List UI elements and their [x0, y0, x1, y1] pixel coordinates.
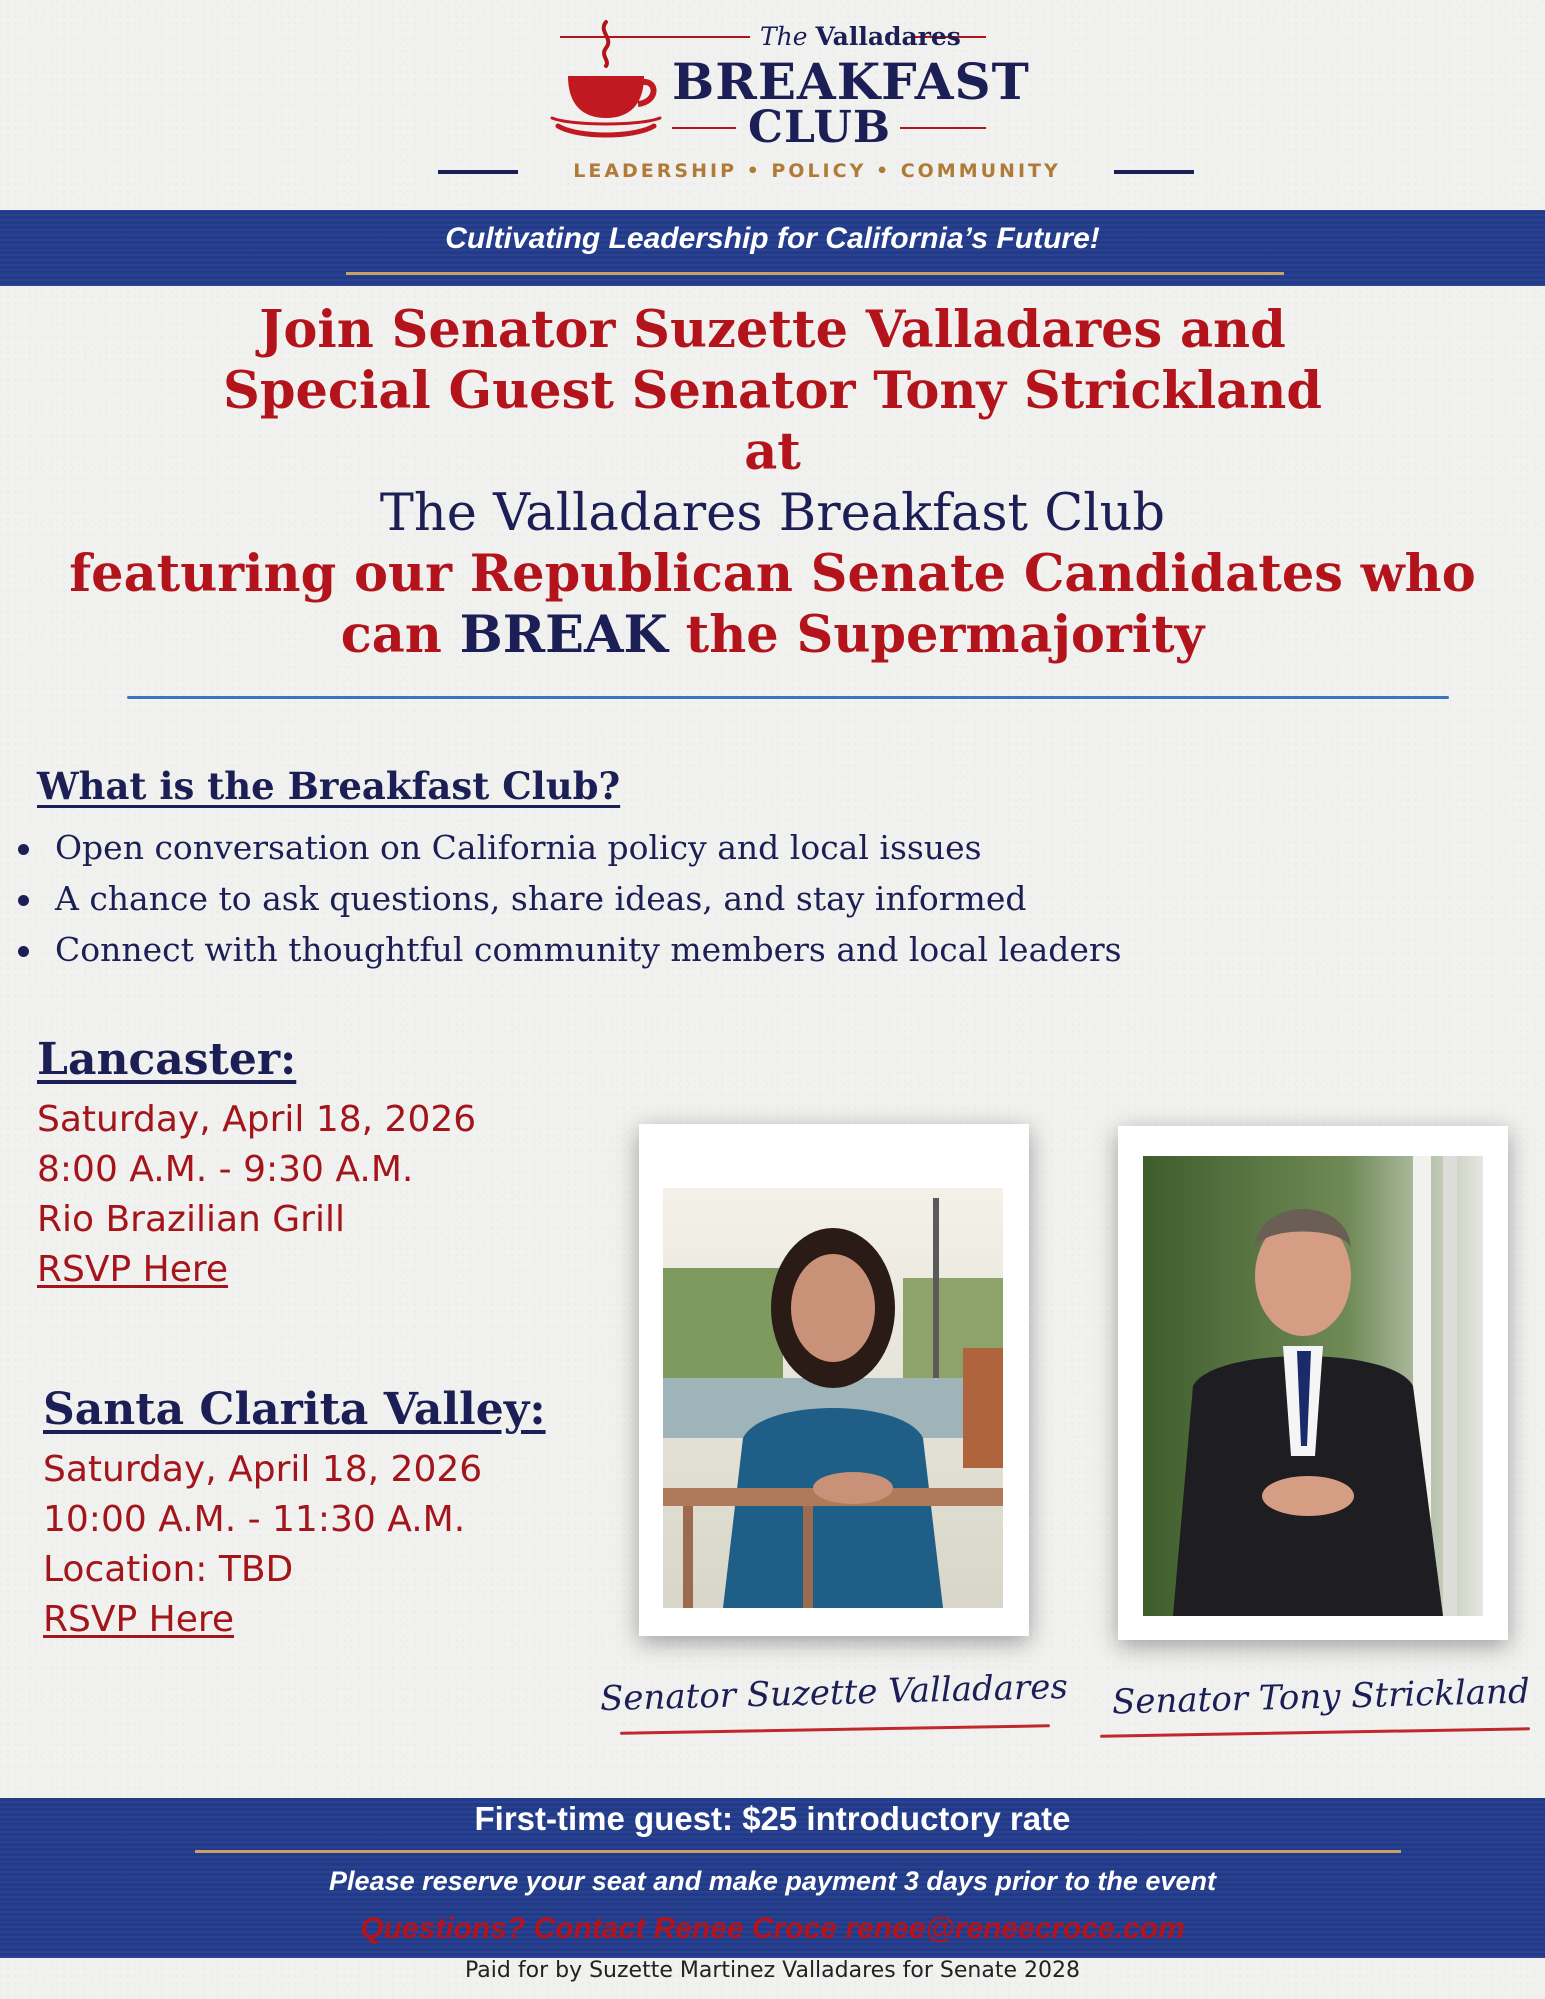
list-item: Open conversation on California policy and local issues — [14, 822, 1122, 873]
headline — [0, 300, 1545, 666]
headline-club-name: The Valladares Breakfast Club — [379, 484, 1166, 543]
headline-line: at — [744, 422, 801, 482]
break-emphasis: BREAK — [459, 605, 668, 665]
photo-caption: Senator Suzette Valladares — [599, 1666, 1069, 1720]
divider — [127, 696, 1449, 699]
logo-rule — [900, 127, 986, 129]
logo — [0, 0, 1545, 205]
logo-breakfast: BREAKFAST — [672, 52, 1030, 111]
event-date: Saturday, April 18, 2026 — [43, 1449, 483, 1490]
event-lancaster — [37, 1034, 476, 1295]
event-city: Santa Clarita Valley: — [43, 1384, 546, 1435]
portrait-photo — [663, 1188, 1003, 1608]
photo-frame — [1118, 1126, 1508, 1640]
logo-rule — [1114, 170, 1194, 174]
headline-line: Join Senator Suzette Valladares and — [259, 300, 1286, 360]
introductory-rate: First-time guest: $25 introductory rate — [474, 1800, 1071, 1837]
headline-line: featuring our Republican Senate Candidates who — [69, 544, 1476, 604]
event-time: 8:00 A.M. - 9:30 A.M. — [37, 1149, 414, 1190]
event-time: 10:00 A.M. - 11:30 A.M. — [43, 1499, 466, 1540]
logo-club: CLUB — [748, 102, 892, 153]
list-item: Connect with thoughtful community members and local leaders — [14, 924, 1122, 975]
caption-underline — [1100, 1727, 1530, 1738]
reserve-note: Please reserve your seat and make payment 3 days prior to the event — [329, 1866, 1216, 1896]
photo-caption: Senator Tony Strickland — [1111, 1671, 1531, 1723]
paid-for-disclaimer: Paid for by Suzette Martinez Valladares for Senate 2028 — [465, 1958, 1080, 1983]
rsvp-link[interactable]: RSVP Here — [37, 1249, 229, 1290]
list-item: A chance to ask questions, share ideas, and stay informed — [14, 873, 1122, 924]
photo-frame — [639, 1124, 1029, 1636]
headline-line: Special Guest Senator Tony Strickland — [222, 361, 1322, 421]
event-santa-clarita — [43, 1384, 546, 1645]
coffee-cup-icon — [548, 14, 666, 142]
banner-gold-line — [346, 272, 1284, 275]
caption-underline — [620, 1724, 1050, 1735]
event-date: Saturday, April 18, 2026 — [37, 1099, 477, 1140]
event-location: Location: TBD — [43, 1549, 294, 1590]
banner-text: Cultivating Leadership for California’s Future! — [445, 222, 1100, 255]
portrait-photo — [1143, 1156, 1483, 1616]
section-title: What is the Breakfast Club? — [37, 764, 621, 808]
logo-rule — [672, 127, 736, 129]
event-city: Lancaster: — [37, 1034, 297, 1085]
contact-info: Questions? Contact Renee Croce renee@reneecroce.com — [360, 1912, 1185, 1945]
feature-list — [14, 822, 1122, 975]
headline-line: can BREAK the Supermajority — [340, 605, 1205, 665]
event-location: Rio Brazilian Grill — [37, 1199, 345, 1240]
banner-gold-line — [195, 1850, 1401, 1853]
logo-rule — [438, 170, 518, 174]
logo-tagline: LEADERSHIP • POLICY • COMMUNITY — [573, 160, 1061, 182]
logo-rule — [560, 36, 750, 38]
rsvp-link[interactable]: RSVP Here — [43, 1599, 235, 1640]
logo-the: The Valladares — [760, 22, 961, 51]
